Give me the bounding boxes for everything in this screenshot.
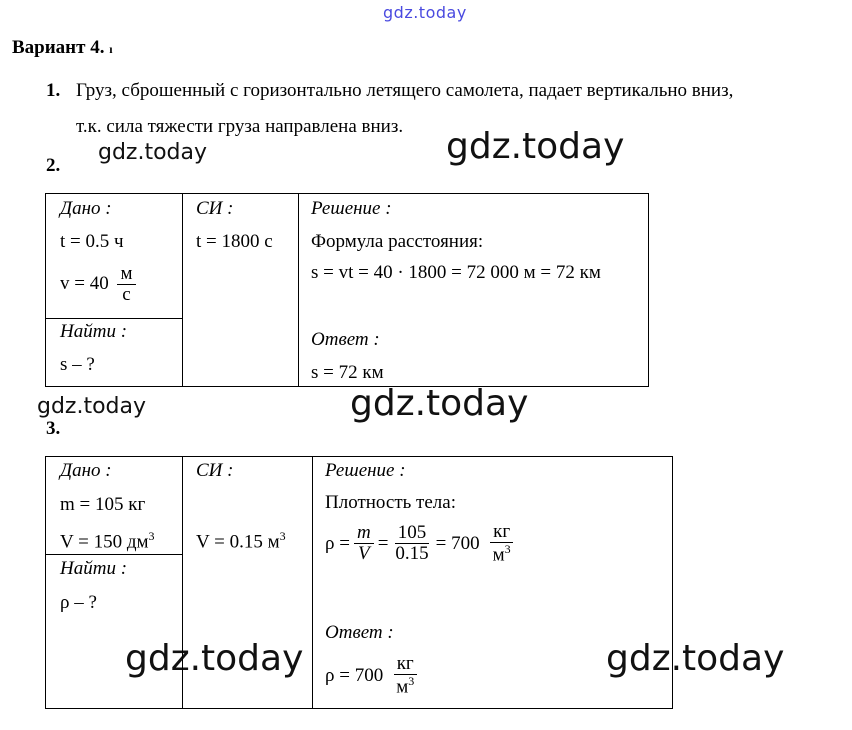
watermark: gdz.today (125, 638, 304, 679)
watermark: gdz.today (446, 126, 625, 167)
task3-find-label: Найти : (60, 558, 128, 579)
task2-given-v: v = 40 $\frac{м}{с}$ (60, 264, 140, 305)
task2-find-value: s – ? (60, 354, 95, 375)
watermark-top: gdz.today (383, 3, 467, 22)
task2-solution-label: Решение : (311, 198, 392, 219)
task2-number: 2. (46, 155, 61, 176)
task2-formula-name: Формула расстояния: (311, 231, 484, 252)
task2-si-label: СИ : (196, 198, 234, 219)
task2-given-t: t = 0.5 ч (60, 231, 124, 252)
task2-si-t: t = 1800 с (196, 231, 273, 252)
task2-given-label: Дано : (60, 198, 112, 219)
task1-line1: Груз, сброшенный с горизонтально летящего самолета, падает вертикально вниз, (76, 80, 734, 101)
task3-answer: ρ = 700 $\frac{кг}{м^3}$ (325, 654, 421, 697)
watermark: gdz.today (98, 140, 208, 165)
task2-formula: s = vt = 40 · 1800 = 72 000 м = 72 км (311, 262, 601, 283)
task3-find-value: ρ – ? (60, 592, 97, 613)
task3-formula: ρ = $\frac{m}{V}$ = $\frac{105}{0.15}$ = 700 $\frac{кг}{м^3}$ (325, 522, 518, 565)
task3-si-V: V = 0.15 $м^3$ (196, 529, 286, 553)
task1-number: 1. (46, 80, 61, 101)
task3-answer-label: Ответ : (325, 622, 394, 643)
task3-given-V: V = 150 $дм^3$ (60, 529, 155, 553)
task2-find-label: Найти : (60, 321, 128, 342)
task3-solution-label: Решение : (325, 460, 406, 481)
watermark: gdz.today (350, 383, 529, 424)
task1-line2: т.к. сила тяжести груза направлена вниз. (76, 116, 404, 137)
watermark: gdz.today (606, 638, 785, 679)
task3-si-label: СИ : (196, 460, 234, 481)
page-title: Вариант 4. ı (12, 37, 113, 58)
task3-given-m: m = 105 кг (60, 494, 146, 515)
task3-density-name: Плотность тела: (325, 492, 456, 513)
watermark: gdz.today (37, 394, 147, 419)
task2-answer: s = 72 км (311, 362, 384, 383)
task3-given-label: Дано : (60, 460, 112, 481)
task2-answer-label: Ответ : (311, 329, 380, 350)
task3-number: 3. (46, 418, 61, 439)
